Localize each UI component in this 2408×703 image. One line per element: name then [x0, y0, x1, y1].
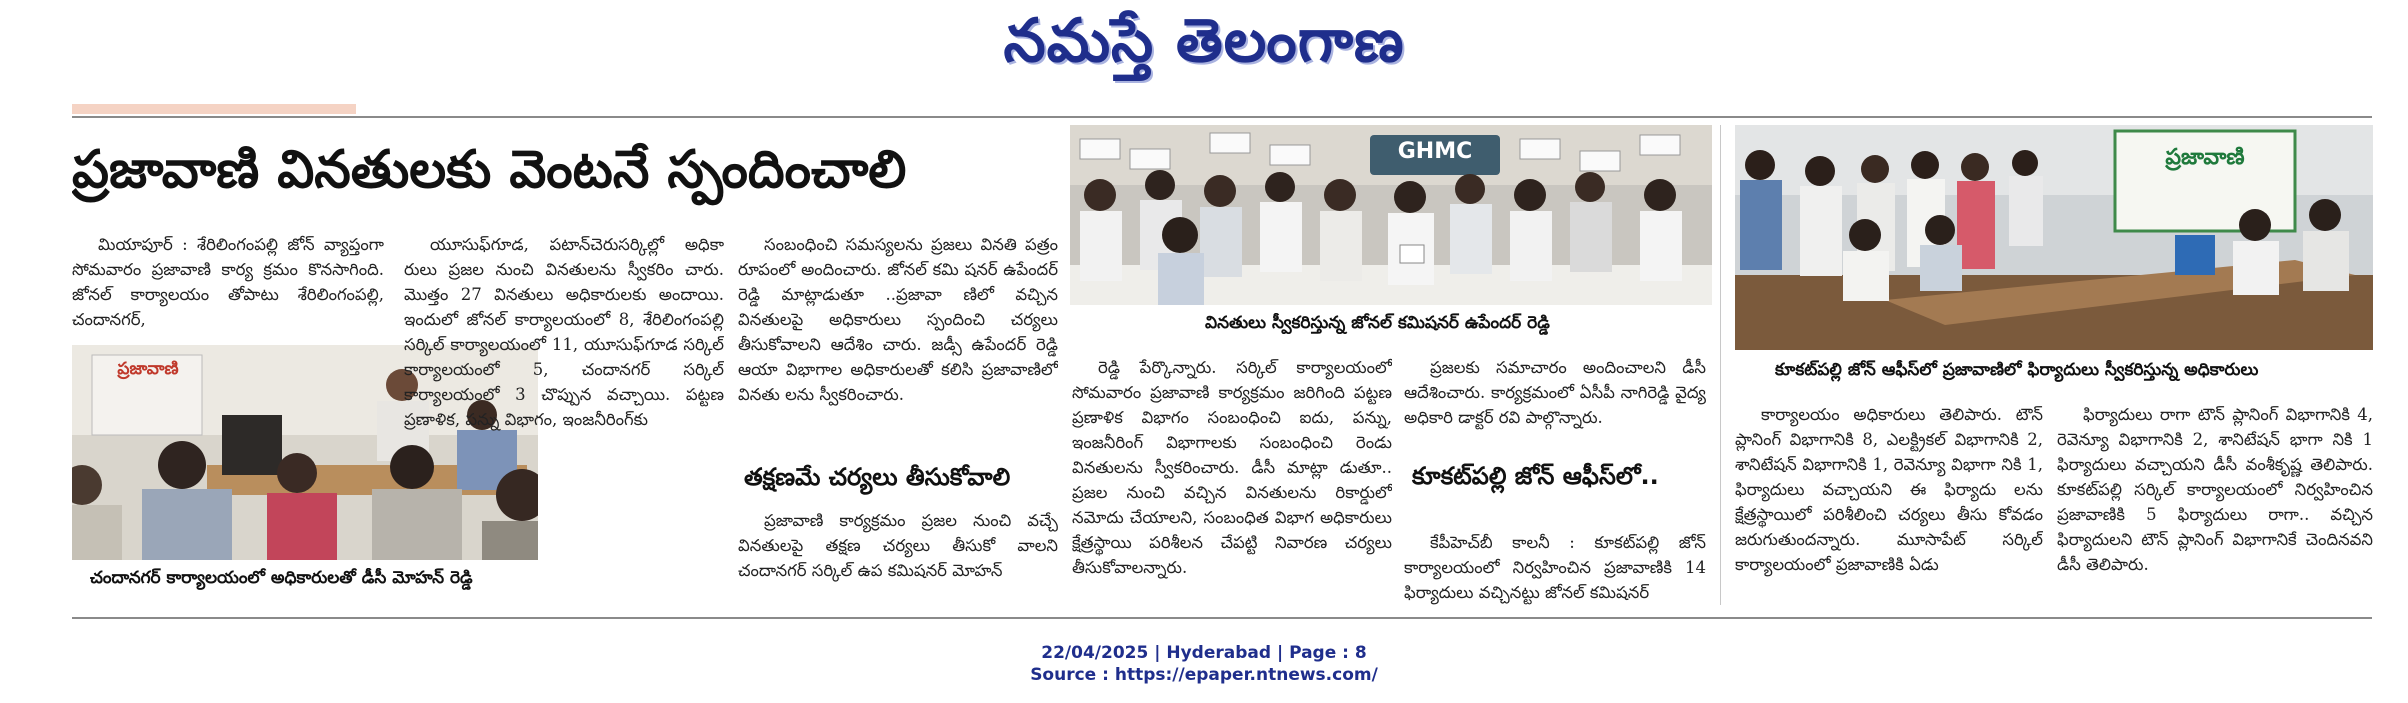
photo-kukatpally-zone-office — [1735, 125, 2373, 350]
column-separator — [1720, 125, 1721, 605]
photo-caption: కూకట్‌పల్లి జోన్ ఆఫీస్‌లో ప్రజావాణిలో ఫిర్యాదులు స్వీకరిస్తున్న అధికారులు — [1775, 360, 2259, 380]
article-paragraph: మియాపూర్ : శేరిలింగంపల్లి జోన్ వ్యాప్తంగా సోమవారం ప్రజావాణి కార్య క్రమం కొనసాగింది. జోనల్ కార్యాలయం తోపాటు శేరిలింగంపల్లి, చందానగర్, — [72, 235, 384, 329]
article-column-5-top — [1404, 355, 1706, 431]
article-column-1-top — [72, 232, 384, 342]
bottom-divider — [72, 617, 2372, 619]
article-column-5-bottom — [1404, 530, 1706, 606]
article-paragraph: ప్రజావాణి కార్యక్రమం ప్రజల నుంచి వచ్చే వినతులపై తక్షణ చర్యలు తీసుకో వాలని చందానగర్ సర్కిల్ ఉప కమిషనర్ మోహన్ — [738, 511, 1058, 580]
article-paragraph: యూసుఫ్‌గూడ, పటాన్‌చెరుసర్కిల్లో అధికా రులు ప్రజల నుంచి వినతులను స్వీకరిం చారు. మొత్తం 27 వినతులు అధికారులకు అందాయి. ఇందులో జోనల్ కార్యాలయంలో 8, శేరిలింగంపల్లి సర్కిల్ కార్యాలయంలో 11, యూసుఫ్‌గూడ సర్కిల్ కార్యాలయంలో 5, చందానగర్ సర్కిల్ కార్యాలయంలో 3 చొప్పున వచ్చాయి. పట్టణ ప్రణాళిక, పన్ను విభాగం, ఇంజనీరింగ్‌కు — [404, 235, 724, 429]
newspaper-logo: నమస్తే తెలంగాణ — [1003, 6, 1405, 76]
masthead — [0, 0, 2408, 96]
article-column-4 — [1072, 355, 1392, 603]
photo-caption: చందానగర్ కార్యాలయంలో అధికారులతో డీసీ మోహన్ రెడ్డి — [90, 568, 473, 588]
footer-source-link[interactable]: Source : https://epaper.ntnews.com/ — [1030, 665, 1378, 685]
article-paragraph: రెడ్డి పేర్కొన్నారు. సర్కిల్ కార్యాలయంలో సోమవారం ప్రజావాణి కార్యక్రమం జరిగింది పట్టణ ప్రణాళిక విభాగం సంబంధించి ఐదు, పన్ను, ఇంజనీరింగ్ విభాగాలకు సంబంధించి రెండు వినతులను స్వీకరించారు. డీసీ మాట్లా డుతూ.. ప్రజల నుంచి వచ్చిన వినతులను రికార్డులో నమోదు చేయాలని, సంబంధిత విభాగ అధికారులు క్షేత్రస్థాయి పరిశీలన చేపట్టి నివారణ చర్యలు తీసుకోవాలన్నారు. — [1072, 358, 1392, 577]
article-paragraph: ఫిర్యాదులు రాగా టౌన్ ప్లానింగ్ విభాగానికి 4, రెవెన్యూ విభాగానికి 2, శానిటేషన్ భాగా నికి 1 ఫిర్యాదులు వచ్చాయని డీసీ వంశీకృష్ణ తెలిపారు. కూకట్‌పల్లి సర్కిల్ కార్యాలయంలో నిర్వహించిన ప్రజావాణికి 5 ఫిర్యాదులు రాగా.. వచ్చిన ఫిర్యాదులని టౌన్ ప్లానింగ్ విభాగానికే చెందినవని డీసీ తెలిపారు. — [2057, 405, 2373, 574]
photo-banner-text: ప్రజావాణి — [2165, 145, 2245, 170]
article-column-6 — [1735, 402, 2043, 602]
article-column-3-top — [738, 232, 1058, 452]
top-divider — [72, 116, 2372, 118]
article-column-7 — [2057, 402, 2373, 602]
article-paragraph: ప్రజలకు సమాచారం అందించాలని డీసీ ఆదేశించారు. కార్యక్రమంలో ఏసీపీ నాగిరెడ్డి వైద్య అధికారి డాక్టర్ రవి పాల్గొన్నారు. — [1404, 358, 1706, 427]
article-column-3-bottom — [738, 508, 1058, 604]
article-paragraph: కేపీహెచ్‌బీ కాలనీ : కూకట్‌పల్లి జోన్ కార్యాలయంలో నిర్వహించిన ప్రజావాణికి 14 ఫిర్యాదులు వచ్చినట్టు జోనల్ కమిషనర్ — [1404, 533, 1706, 602]
accent-bar — [72, 104, 356, 114]
footer-dateline: 22/04/2025 | Hyderabad | Page : 8 — [1041, 643, 1367, 663]
section-subheading: కూకట్‌పల్లి జోన్ ఆఫీస్‌లో.. — [1412, 462, 1659, 490]
article-headline: ప్రజావాణి వినతులకు వెంటనే స్పందించాలి — [72, 140, 907, 200]
photo-screen-text: ప్రజావాణి — [117, 359, 179, 379]
photo-caption: వినతులు స్వీకరిస్తున్న జోనల్ కమిషనర్ ఉపేందర్ రెడ్డి — [1205, 313, 1550, 333]
section-subheading: తక్షణమే చర్యలు తీసుకోవాలి — [744, 463, 1011, 491]
photo-banner-text: GHMC — [1397, 139, 1473, 164]
article-column-2 — [404, 232, 724, 600]
article-paragraph: కార్యాలయం అధికారులు తెలిపారు. టౌన్ ప్లానింగ్ విభాగానికి 8, ఎలక్ట్రికల్ విభాగానికి 2, శానిటేషన్ విభాగానికి 1, రెవెన్యూ విభాగా నికి 1, ఫిర్యాదులు వచ్చాయని ఈ ఫిర్యాదు లను క్షేత్రస్థాయిలో పరిశీలించి చర్యలు తీసు కోవడం జరుగుతుందన్నారు. మూసాపేట్ సర్కిల్ కార్యాలయంలో ప్రజావాణికి ఏడు — [1735, 405, 2043, 574]
photo-ghmc-zonal-commissioner — [1070, 125, 1712, 305]
article-paragraph: సంబంధించి సమస్యలను ప్రజలు వినతి పత్రం రూపంలో అందించారు. జోనల్ కమి షనర్ ఉపేందర్ రెడ్డి మాట్లాడుతూ ..ప్రజావా ణిలో వచ్చిన వినతులపై అధికారులు స్పందించి చర్యలు తీసుకోవాలని ఆదేశిం చారు. జడ్సీ ఉపేందర్ రెడ్డి ఆయా విభాగాల అధికారులతో కలిసి ప్రజావాణిలో వినతు లను స్వీకరించారు. — [738, 235, 1058, 404]
